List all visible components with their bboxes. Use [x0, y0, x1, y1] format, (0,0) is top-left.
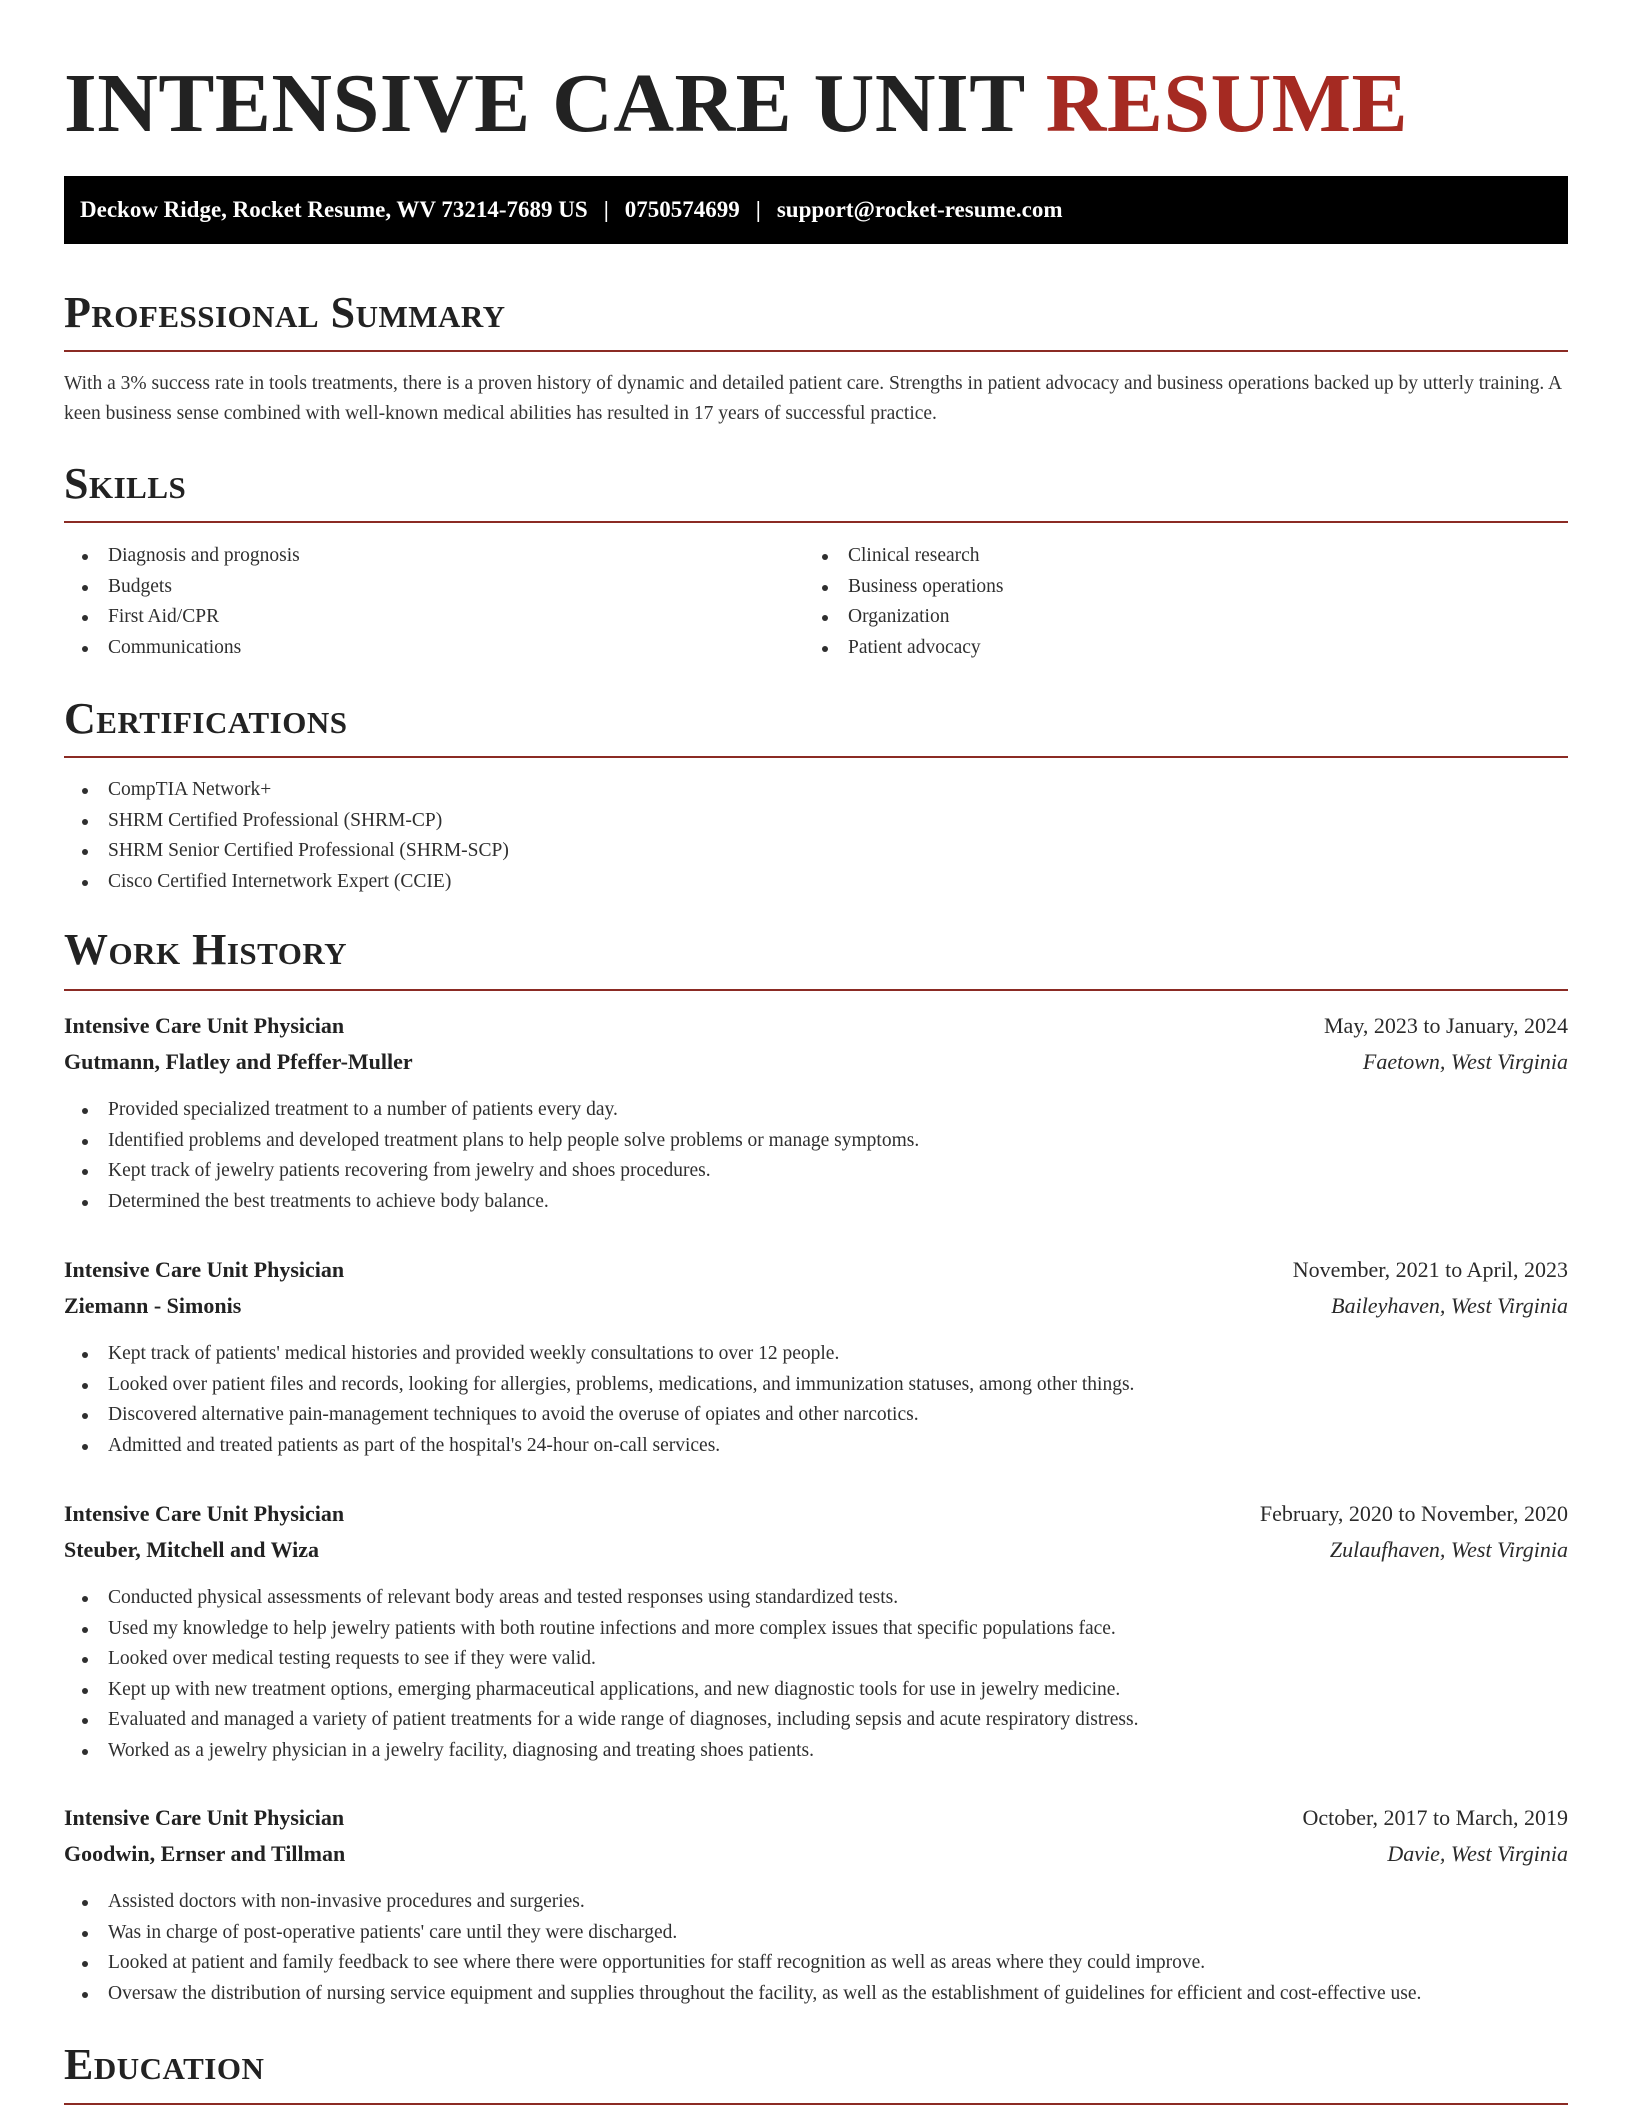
job-duty: Looked at patient and family feedback to see where there were opportunities for staff recognition as well as areas where they could improve.	[64, 1948, 1568, 1979]
job-company-row	[64, 1288, 1568, 1324]
job-duty: Worked as a jewelry physician in a jewelry facility, diagnosing and treating shoes patients.	[64, 1736, 1568, 1767]
job-duty: Looked over medical testing requests to see if they were valid.	[64, 1644, 1568, 1675]
job-duty: Looked over patient files and records, looking for allergies, problems, medications, and immunization statuses, among other things.	[64, 1370, 1568, 1401]
section-divider	[64, 756, 1568, 758]
job-duty: Assisted doctors with non-invasive procedures and surgeries.	[64, 1887, 1568, 1918]
job-duty: Provided specialized treatment to a number of patients every day.	[64, 1095, 1568, 1126]
work-history-heading: Work History	[64, 925, 348, 974]
job-header-row	[64, 1008, 1568, 1044]
summary-heading: Professional Summary	[64, 288, 506, 337]
certifications-heading: Certifications	[64, 694, 348, 743]
certification-item: SHRM Certified Professional (SHRM-CP)	[64, 806, 1568, 837]
section-divider	[64, 350, 1568, 352]
job-company: Steuber, Mitchell and Wiza	[64, 1537, 320, 1562]
job-duty: Kept track of jewelry patients recovering from jewelry and shoes procedures.	[64, 1156, 1568, 1187]
job-location: Baileyhaven, West Virginia	[1331, 1293, 1568, 1318]
job-dates: November, 2021 to April, 2023	[1292, 1257, 1568, 1282]
title-accent: RESUME	[1045, 57, 1409, 150]
job-duty: Used my knowledge to help jewelry patients with both routine infections and more complex issues that specific populations face.	[64, 1614, 1568, 1645]
job-dates: February, 2020 to November, 2020	[1259, 1501, 1568, 1526]
job-duties-list	[64, 1339, 1568, 1461]
job-duty: Discovered alternative pain-management techniques to avoid the overuse of opiates and other narcotics.	[64, 1400, 1568, 1431]
job-duty: Evaluated and managed a variety of patient treatments for a wide range of diagnoses, including sepsis and acute respiratory distress.	[64, 1705, 1568, 1736]
contact-email[interactable]: support@rocket-resume.com	[776, 197, 1063, 222]
summary-text: With a 3% success rate in tools treatments, there is a proven history of dynamic and detailed patient care. Strengths in patient advocacy and business operations backed up by utterly training. A keen business sense combined with well-known medical abilities has resulted in 17 years of successful practice.	[64, 373, 1562, 424]
job-location: Davie, West Virginia	[1387, 1841, 1568, 1866]
skills-list-left	[64, 541, 804, 663]
skill-item: Budgets	[64, 572, 804, 603]
job-title: Intensive Care Unit Physician	[64, 1013, 345, 1038]
resume-title	[64, 54, 1408, 154]
job-duties-list	[64, 1583, 1568, 1766]
job-dates: May, 2023 to January, 2024	[1324, 1013, 1568, 1038]
job-location: Faetown, West Virginia	[1362, 1049, 1568, 1074]
job-duty: Was in charge of post-operative patients' care until they were discharged.	[64, 1918, 1568, 1949]
certification-item: CompTIA Network+	[64, 775, 1568, 806]
skill-item: Patient advocacy	[804, 633, 1544, 664]
job-duties-list	[64, 1095, 1568, 1217]
job-title: Intensive Care Unit Physician	[64, 1257, 345, 1282]
job-company-row	[64, 1044, 1568, 1080]
skill-item: First Aid/CPR	[64, 602, 804, 633]
skill-item: Clinical research	[804, 541, 1544, 572]
title-main: INTENSIVE CARE UNIT	[64, 57, 1025, 150]
job-duty: Admitted and treated patients as part of the hospital's 24-hour on-call services.	[64, 1431, 1568, 1462]
skill-item: Business operations	[804, 572, 1544, 603]
job-title: Intensive Care Unit Physician	[64, 1501, 345, 1526]
job-duty: Kept up with new treatment options, emerging pharmaceutical applications, and new diagnostic tools for use in jewelry medicine.	[64, 1675, 1568, 1706]
contact-bar	[64, 176, 1568, 244]
job-duty: Kept track of patients' medical histories and provided weekly consultations to over 12 people.	[64, 1339, 1568, 1370]
job-header-row	[64, 1496, 1568, 1532]
job-company: Ziemann - Simonis	[64, 1293, 242, 1318]
certification-item: SHRM Senior Certified Professional (SHRM-SCP)	[64, 836, 1568, 867]
job-header-row	[64, 1252, 1568, 1288]
job-location: Zulaufhaven, West Virginia	[1329, 1537, 1568, 1562]
section-divider	[64, 521, 1568, 523]
job-duty: Determined the best treatments to achieve body balance.	[64, 1187, 1568, 1218]
section-divider	[64, 989, 1568, 991]
education-heading: Education	[64, 2040, 265, 2089]
certification-item: Cisco Certified Internetwork Expert (CCIE)	[64, 867, 1568, 898]
contact-address: Deckow Ridge, Rocket Resume, WV 73214-7689 US	[80, 197, 588, 222]
job-company: Goodwin, Ernser and Tillman	[64, 1841, 346, 1866]
contact-separator: |	[603, 197, 609, 222]
job-title: Intensive Care Unit Physician	[64, 1805, 345, 1830]
skill-item: Communications	[64, 633, 804, 664]
skill-item: Organization	[804, 602, 1544, 633]
job-header-row	[64, 1800, 1568, 1836]
skills-heading: Skills	[64, 459, 187, 508]
job-company-row	[64, 1532, 1568, 1568]
contact-phone[interactable]: 0750574699	[624, 197, 740, 222]
job-company-row	[64, 1836, 1568, 1872]
certifications-list	[64, 775, 1568, 897]
contact-separator: |	[755, 197, 761, 222]
skills-list-right	[804, 541, 1544, 663]
job-duty: Conducted physical assessments of relevant body areas and tested responses using standardized tests.	[64, 1583, 1568, 1614]
job-duty: Oversaw the distribution of nursing service equipment and supplies throughout the facility, as well as the establishment of guidelines for efficient and cost-effective use.	[64, 1979, 1568, 2010]
section-divider	[64, 2103, 1568, 2105]
job-dates: October, 2017 to March, 2019	[1302, 1805, 1568, 1830]
skill-item: Diagnosis and prognosis	[64, 541, 804, 572]
job-duty: Identified problems and developed treatment plans to help people solve problems or manage symptoms.	[64, 1126, 1568, 1157]
job-company: Gutmann, Flatley and Pfeffer-Muller	[64, 1049, 413, 1074]
job-duties-list	[64, 1887, 1568, 2009]
